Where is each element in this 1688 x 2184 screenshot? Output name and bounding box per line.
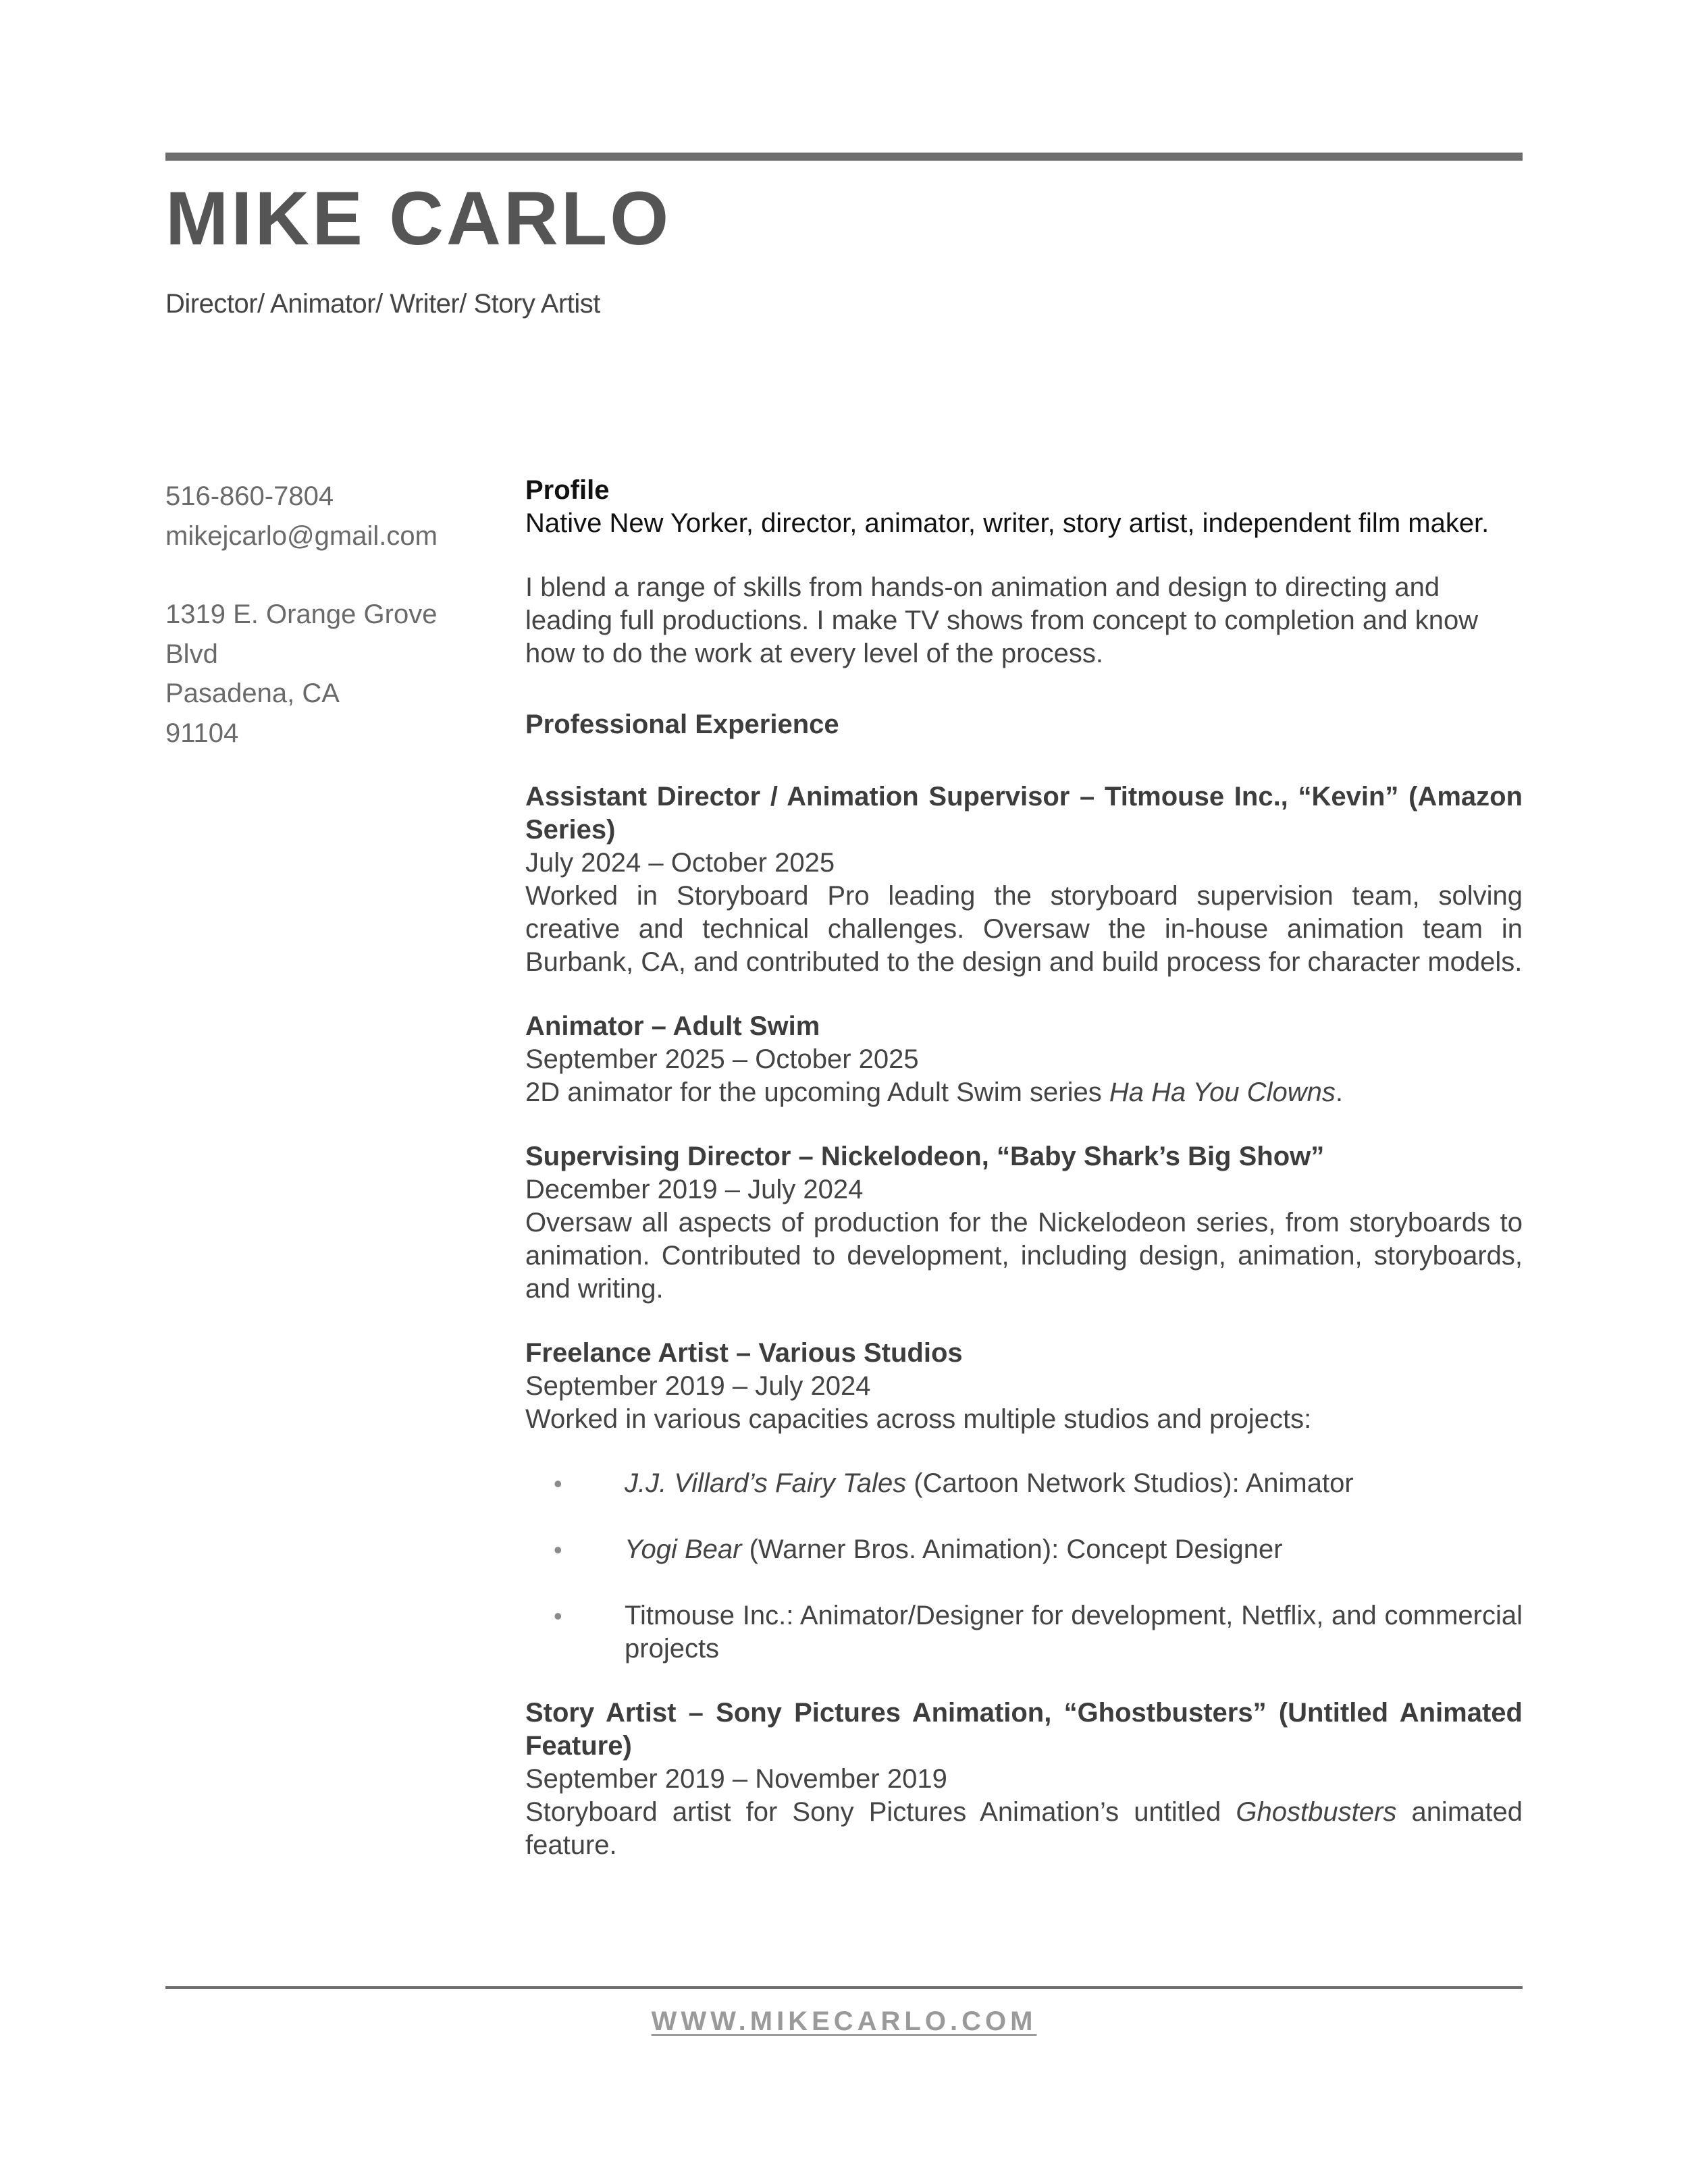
job-description: Worked in Storyboard Pro leading the storyboard supervision team, solving creative and technical challenges. Oversaw the in-house animation team in Burbank, CA, and contributed to the design and build process for character models.	[525, 881, 1523, 977]
project-list	[525, 1467, 1523, 1666]
top-divider	[165, 153, 1523, 161]
job-title: Story Artist – Sony Pictures Animation, “Ghostbusters” (Untitled Animated Feature)	[525, 1698, 1523, 1761]
address-zip: 91104	[165, 718, 239, 748]
job-entry	[525, 1010, 1523, 1109]
bullet-icon: •	[554, 1602, 562, 1630]
phone-number: 516-860-7804	[165, 481, 334, 511]
list-item: • Titmouse Inc.: Animator/Designer for development, Netflix, and commercial projects	[554, 1601, 1523, 1663]
film-title: Ghostbusters	[1236, 1797, 1397, 1827]
job-entry	[525, 1697, 1523, 1862]
job-dates: September 2025 – October 2025	[525, 1044, 919, 1074]
list-item: • J.J. Villard’s Fairy Tales (Cartoon Network Studios): Animator	[525, 1467, 1523, 1500]
job-entry	[525, 780, 1523, 979]
address-city-state: Pasadena, CA	[165, 678, 340, 708]
job-dates: September 2019 – July 2024	[525, 1371, 871, 1401]
profile-heading: Profile	[525, 475, 610, 505]
experience-heading: Professional Experience	[525, 710, 839, 739]
bottom-divider	[165, 1986, 1523, 1989]
job-dates: December 2019 – July 2024	[525, 1175, 864, 1204]
job-description: Storyboard artist for Sony Pictures Animation’s untitled Ghostbusters animated feature.	[525, 1797, 1523, 1860]
website-footer	[0, 2006, 1688, 2037]
website-link[interactable]: WWW.MIKECARLO.COM	[651, 2006, 1037, 2036]
job-description: Worked in various capacities across multiple studios and projects:	[525, 1404, 1312, 1434]
job-title: Freelance Artist – Various Studios	[525, 1338, 963, 1368]
series-title: Ha Ha You Clowns	[1109, 1077, 1336, 1107]
profile-body: I blend a range of skills from hands-on animation and design to directing and leading full productions. I make TV shows from concept to completion and know how to do the work at every level of the process.	[525, 572, 1479, 668]
email-address[interactable]: mikejcarlo@gmail.com	[165, 521, 438, 551]
job-title: Assistant Director / Animation Supervisor – Titmouse Inc., “Kevin” (Amazon Series)	[525, 782, 1523, 845]
job-dates: July 2024 – October 2025	[525, 848, 835, 878]
job-entry	[525, 1140, 1523, 1306]
job-description: 2D animator for the upcoming Adult Swim series Ha Ha You Clowns.	[525, 1077, 1343, 1107]
job-title: Animator – Adult Swim	[525, 1011, 820, 1041]
address-line-2: Blvd	[165, 639, 218, 669]
job-description: Oversaw all aspects of production for the Nickelodeon series, from storyboards to animation. Contributed to development, including design, animation, storyboards, and writing.	[525, 1208, 1523, 1304]
job-title: Supervising Director – Nickelodeon, “Baby Shark’s Big Show”	[525, 1142, 1325, 1171]
main-column	[525, 474, 1523, 1862]
list-item: • Yogi Bear (Warner Bros. Animation): Concept Designer	[525, 1533, 1523, 1566]
job-dates: September 2019 – November 2019	[525, 1764, 947, 1794]
bullet-icon: •	[554, 1536, 562, 1564]
name-heading: MIKE CARLO	[165, 176, 672, 261]
bullet-icon: •	[554, 1470, 562, 1497]
profile-summary: Native New Yorker, director, animator, writer, story artist, independent film maker.	[525, 508, 1489, 538]
job-entry	[525, 1337, 1523, 1666]
tagline: Director/ Animator/ Writer/ Story Artist	[165, 289, 600, 319]
contact-column	[165, 477, 476, 753]
address-line-1: 1319 E. Orange Grove	[165, 600, 438, 629]
